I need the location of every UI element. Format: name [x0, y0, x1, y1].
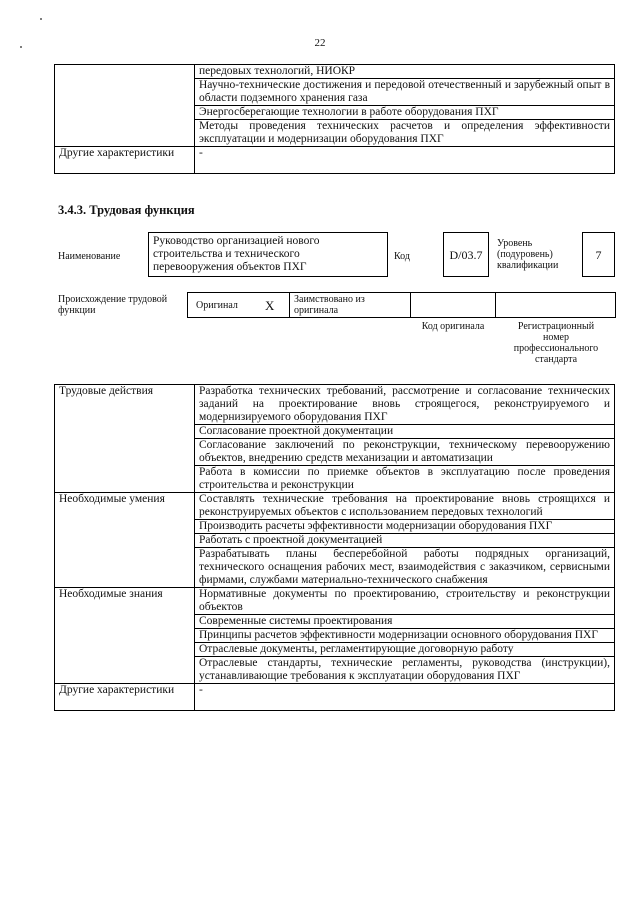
table-cell: Методы проведения технических расчетов и определения эффективности эксплуатации и модернизации оборудования ПХГ: [195, 120, 615, 147]
table-cell: Производить расчеты эффективности модернизации оборудования ПХГ: [195, 520, 615, 534]
divider: [410, 293, 411, 317]
table-cell: Современные системы проектирования: [195, 615, 615, 629]
table-cell: Отраслевые документы, регламентирующие договорную работу: [195, 643, 615, 657]
table-row: [55, 147, 615, 174]
reg-number-label: Регистрационный номер профессионального стандарта: [513, 321, 599, 365]
code-value: D/03.7: [449, 248, 483, 262]
borrowed-label: Заимствовано из оригинала: [294, 294, 365, 316]
divider: [289, 293, 290, 317]
table-cell: Согласование заключений по реконструкции, техническому перевооружению объектов, внедрению средств механизации и автоматизации: [195, 439, 615, 466]
table-cell: Составлять технические требования на проектирование вновь строящихся и реконструируемых объектов с использованием передовых технологий: [195, 493, 615, 520]
row-label: [55, 65, 195, 147]
row-label: Трудовые действия: [55, 385, 195, 493]
table-cell: -: [195, 147, 615, 174]
table-cell: Разработка технических требований, рассмотрение и согласование технических заданий на проектирование вновь строящегося, реконструируемого и модернизируемого оборудования ПХГ: [195, 385, 615, 425]
function-name: Руководство организацией нового строительства и технического перевооружения объектов ПХГ: [153, 235, 320, 273]
section-title: 3.4.3. Трудовая функция: [58, 203, 195, 217]
row-label: Необходимые умения: [55, 493, 195, 588]
table-cell: Научно-технические достижения и передовой отечественный и зарубежный опыт в области подземного хранения газа: [195, 79, 615, 106]
divider: [495, 293, 496, 317]
row-label: Другие характеристики: [55, 147, 195, 174]
name-label: Наименование: [58, 251, 121, 262]
top-table: [54, 64, 615, 174]
table-row: [55, 684, 615, 711]
original-label: Оригинал: [196, 300, 238, 311]
main-table: [54, 384, 615, 711]
row-label: Другие характеристики: [55, 684, 195, 711]
table-cell: Отраслевые стандарты, технические регламенты, руководства (инструкции), устанавливающие требования к эксплуатации оборудования ПХГ: [195, 657, 615, 684]
table-cell: Нормативные документы по проектированию, строительству и реконструкции объектов: [195, 588, 615, 615]
table-row: [55, 588, 615, 615]
table-cell: Работа в комиссии по приемке объектов в эксплуатацию после проведения строительства и реконструкции: [195, 466, 615, 493]
origin-row: [187, 292, 616, 318]
function-name-box: [148, 232, 388, 277]
level-value: 7: [595, 248, 602, 262]
code-label: Код: [394, 251, 410, 262]
table-cell: Принципы расчетов эффективности модернизации основного оборудования ПХГ: [195, 629, 615, 643]
page-number: 22: [314, 37, 326, 49]
table-cell: передовых технологий, НИОКР: [195, 65, 615, 79]
table-row: [55, 65, 615, 79]
code-original-label: Код оригинала: [421, 321, 485, 332]
original-mark: X: [265, 298, 275, 313]
table-cell: Разрабатывать планы бесперебойной работы подрядных организаций, технического оснащения рабочих мест, взаимодействия с заказчиком, сервисными фирмами, службами материально-технического снабжения: [195, 548, 615, 588]
level-box: [582, 232, 615, 277]
table-cell: Энергосберегающие технологии в работе оборудования ПХГ: [195, 106, 615, 120]
row-label: Необходимые знания: [55, 588, 195, 684]
table-row: [55, 493, 615, 520]
code-box: [443, 232, 489, 277]
table-cell: Согласование проектной документации: [195, 425, 615, 439]
level-label: Уровень (подуровень) квалификации: [497, 238, 559, 271]
origin-label: Происхождение трудовой функции: [58, 294, 168, 316]
table-cell: Работать с проектной документацией: [195, 534, 615, 548]
scan-speck: [40, 18, 42, 20]
table-cell: -: [195, 684, 615, 711]
table-row: [55, 385, 615, 425]
